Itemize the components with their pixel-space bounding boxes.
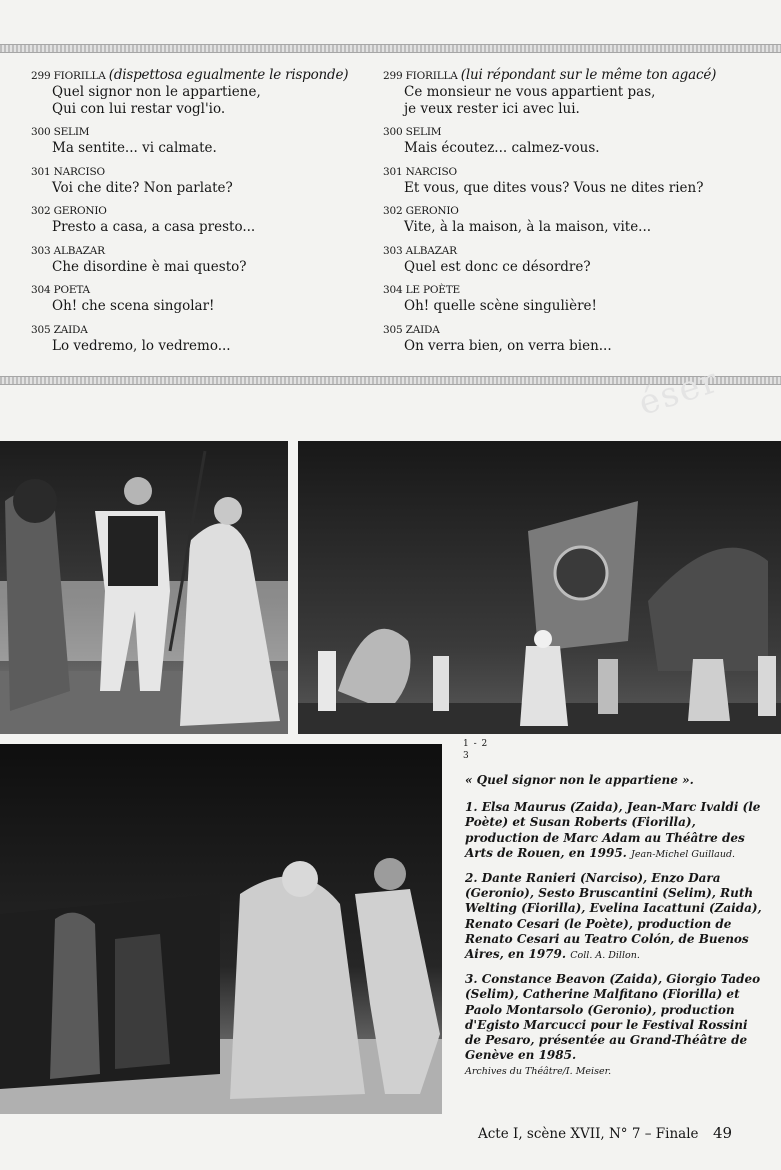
character-name: POETA	[53, 284, 90, 296]
verse-line: Vite, à la maison, à la maison, vite...	[404, 219, 652, 235]
entry-header	[383, 204, 728, 219]
running-footer-section: Acte I, scène XVII, N° 7 – Finale	[478, 1126, 699, 1142]
line-number: 299	[31, 70, 51, 82]
caption-3-credit: Archives du Théâtre/I. Meiser.	[465, 1066, 612, 1078]
stage-direction: (dispettosa egualmente le risponde)	[108, 67, 349, 83]
character-name: ZAIDA	[405, 323, 440, 336]
verse-line: je veux rester ici avec lui.	[404, 100, 580, 117]
entry-header	[31, 244, 376, 259]
stage-direction: (lui répondant sur le même ton agacé)	[460, 67, 717, 83]
entry-header	[383, 125, 728, 140]
line-number: 303	[31, 244, 51, 257]
verse-line: Qui con lui restar vogl'io.	[52, 100, 226, 117]
french-libretto-column	[383, 68, 728, 362]
line-number: 304	[383, 284, 403, 296]
libretto-entry	[383, 165, 728, 197]
caption-2-credit: Coll. A. Dillon.	[570, 950, 640, 962]
photo-3-pesaro-production	[0, 744, 442, 1114]
caption-number-row: 1 - 2	[463, 739, 489, 749]
entry-header	[383, 68, 728, 84]
character-name: ALBAZAR	[405, 244, 457, 257]
caption-3-text: 3. Constance Beavon (Zaida), Giorgio Tadeo (Selim), Catherine Malfitano (Fiorilla) et Paolo Montarsolo (Geronio), production d'Egisto Marcucci pour le Festival Rossini de Pesaro, présentée au Grand-Théâtre de Genève en 1985.	[465, 972, 761, 1063]
entry-header	[31, 283, 376, 298]
verse-line: Quel est donc ce désordre?	[404, 258, 591, 275]
libretto-entry	[383, 204, 728, 236]
character-name: SELIM	[53, 126, 90, 138]
caption-1	[465, 800, 765, 862]
italian-libretto-column	[31, 68, 376, 362]
entry-header	[383, 283, 728, 298]
caption-quote: « Quel signor non le appartiene ».	[465, 773, 694, 787]
libretto-entry	[31, 244, 376, 276]
libretto-entry	[383, 244, 728, 276]
line-number: 300	[31, 126, 51, 138]
entry-header	[383, 165, 728, 180]
verse-line: Presto a casa, a casa presto...	[52, 219, 256, 235]
photo-captions	[465, 773, 765, 1089]
character-name: GERONIO	[405, 205, 459, 217]
verse-line: Oh! che scena singolar!	[52, 298, 215, 314]
libretto-entry	[31, 125, 376, 157]
entry-header	[31, 204, 376, 219]
character-name: NARCISO	[53, 165, 105, 178]
line-number: 302	[383, 205, 403, 217]
verse-line: Ma sentite... vi calmate.	[52, 140, 217, 156]
libretto-entry	[31, 323, 376, 355]
character-name: FIORILLA	[53, 70, 106, 82]
entry-header	[383, 323, 728, 338]
line-number: 303	[383, 244, 403, 257]
character-name: FIORILLA	[405, 70, 458, 82]
libretto-entry	[31, 68, 376, 117]
verse-line: Voi che dite? Non parlate?	[52, 179, 233, 196]
line-number: 304	[31, 284, 51, 296]
caption-3	[465, 972, 765, 1079]
verse-line: Ce monsieur ne vous appartient pas,	[404, 84, 656, 100]
line-number: 300	[383, 126, 403, 138]
caption-1-text: 1. Elsa Maurus (Zaida), Jean-Marc Ivaldi (le Poète) et Susan Roberts (Fiorilla), production de Marc Adam au Théâtre des Arts de Rouen, en 1995.	[465, 800, 761, 860]
line-number: 302	[31, 205, 51, 217]
libretto-entry	[31, 283, 376, 315]
character-name: GERONIO	[53, 205, 107, 217]
photo-1-rouen-production	[0, 441, 288, 734]
libretto-entry	[31, 165, 376, 197]
libretto-entry	[31, 204, 376, 236]
caption-2	[465, 871, 765, 963]
libretto-entry	[383, 323, 728, 355]
verse-line: On verra bien, on verra bien...	[404, 337, 612, 354]
character-name: SELIM	[405, 126, 442, 138]
top-rule	[0, 44, 781, 53]
verse-line: Oh! quelle scène singulière!	[404, 298, 597, 314]
caption-1-credit: Jean-Michel Guillaud.	[631, 848, 736, 860]
caption-number-row: 3	[463, 751, 470, 761]
page-number: 49	[713, 1124, 733, 1142]
verse-line: Che disordine è mai questo?	[52, 258, 247, 275]
verse-line: Quel signor non le appartiene,	[52, 84, 261, 100]
libretto-entry	[383, 283, 728, 315]
character-name: ZAIDA	[53, 323, 88, 336]
line-number: 299	[383, 70, 403, 82]
line-number: 301	[31, 165, 51, 178]
entry-header	[31, 323, 376, 338]
verse-line: Et vous, que dites vous? Vous ne dites rien?	[404, 179, 704, 196]
verse-line: Lo vedremo, lo vedremo...	[52, 337, 231, 354]
character-name: LE POÈTE	[405, 284, 460, 296]
caption-photo-numbering	[463, 738, 488, 762]
libretto-entry	[383, 68, 728, 117]
line-number: 305	[383, 323, 403, 336]
entry-header	[31, 165, 376, 180]
character-name: NARCISO	[405, 165, 457, 178]
entry-header	[31, 68, 376, 84]
line-number: 301	[383, 165, 403, 178]
photo-2-teatro-colon-production	[298, 441, 781, 734]
line-number: 305	[31, 323, 51, 336]
caption-2-text: 2. Dante Ranieri (Narciso), Enzo Dara (Geronio), Sesto Bruscantini (Selim), Ruth Welting (Fiorilla), Evelina Iacattuni (Zaida), Renato Cesari (le Poète), production de Renato Cesari au Teatro Colón, de Buenos Aires, en 1979.	[465, 871, 762, 962]
verse-line: Mais écoutez... calmez-vous.	[404, 140, 600, 156]
entry-header	[383, 244, 728, 259]
character-name: ALBAZAR	[53, 244, 105, 257]
entry-header	[31, 125, 376, 140]
watermark-text: éser	[633, 360, 725, 424]
libretto-entry	[383, 125, 728, 157]
